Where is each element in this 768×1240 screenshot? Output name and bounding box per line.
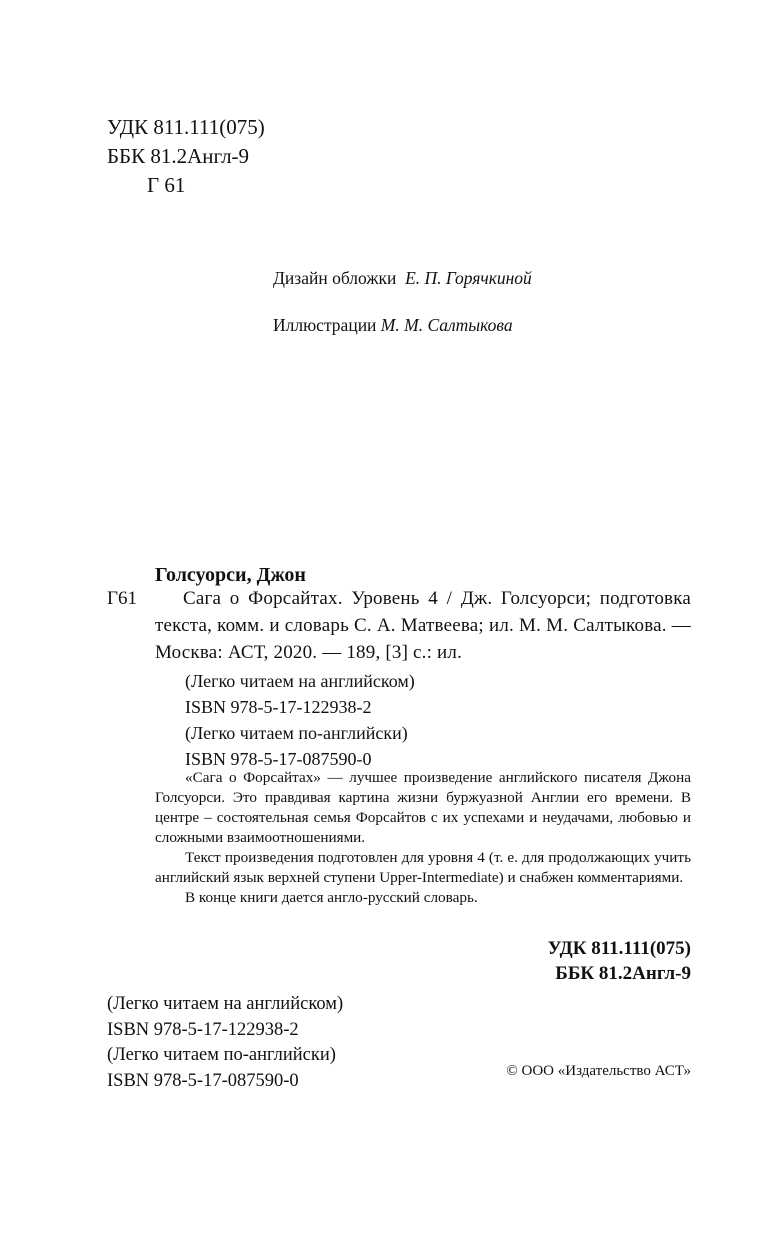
book-author: Голсуорси, Джон [155,564,306,586]
isbn-number: ISBN 978-5-17-122938-2 [185,697,372,717]
illustrations-name: М. М. Салтыкова [380,315,513,335]
footer-isbn-block [107,992,343,1094]
bibliographic-description: Сага о Форсайтах. Уровень 4 / Дж. Голсуорси; подготовка текста, комм. и словарь С. А. Матвеева; ил. М. М. Салтыкова. — Москва: АСТ, 2020. — 189, [3] с.: ил. [155,588,691,663]
illustrations-credit [273,315,513,336]
series-name: (Легко читаем на английском) [185,671,415,691]
udk-code: УДК 811.111(075) [107,115,265,139]
bbk-code: ББК 81.2Англ-9 [107,144,250,168]
margin-author-mark: Г61 [107,588,137,609]
series-name: (Легко читаем на английском) [107,994,344,1014]
isbn-number: ISBN 978-5-17-087590-0 [107,1070,299,1091]
annotation-paragraph: В конце книги дается англо-русский словарь. [185,889,478,906]
series-isbn-block [185,668,415,772]
cover-design-label: Дизайн обложки [273,268,397,288]
annotation [155,768,691,908]
cover-design-name: Е. П. Горячкиной [405,268,532,288]
series-name: (Легко читаем по-английски) [107,1045,336,1065]
classification-codes-top [107,113,265,200]
cover-design-credit [273,268,532,289]
copyright-notice: © ООО «Издательство АСТ» [506,1063,691,1079]
annotation-paragraph: Текст произведения подготовлен для уровня 4 (т. е. для продолжающих учить английский язык верхней ступени Upper-Intermediate) и снабжен комментариями. [155,849,691,886]
classification-codes-right [548,936,691,986]
series-name: (Легко читаем по-английски) [185,723,408,743]
author-mark: Г 61 [147,173,186,197]
annotation-paragraph: «Сага о Форсайтах» — лучшее произведение английского писателя Джона Голсуорси. Это правдивая картина жизни буржуазной Англии его времени. В центре – состоятельная семья Форсайтов с их успехами и неудачами, любовью и сложными взаимоотношениями. [155,769,691,846]
udk-code: УДК 811.111(075) [547,938,691,959]
isbn-number: ISBN 978-5-17-087590-0 [185,749,372,769]
illustrations-label: Иллюстрации [273,315,377,335]
isbn-number: ISBN 978-5-17-122938-2 [107,1019,299,1040]
bbk-code: ББК 81.2Англ-9 [555,963,691,984]
